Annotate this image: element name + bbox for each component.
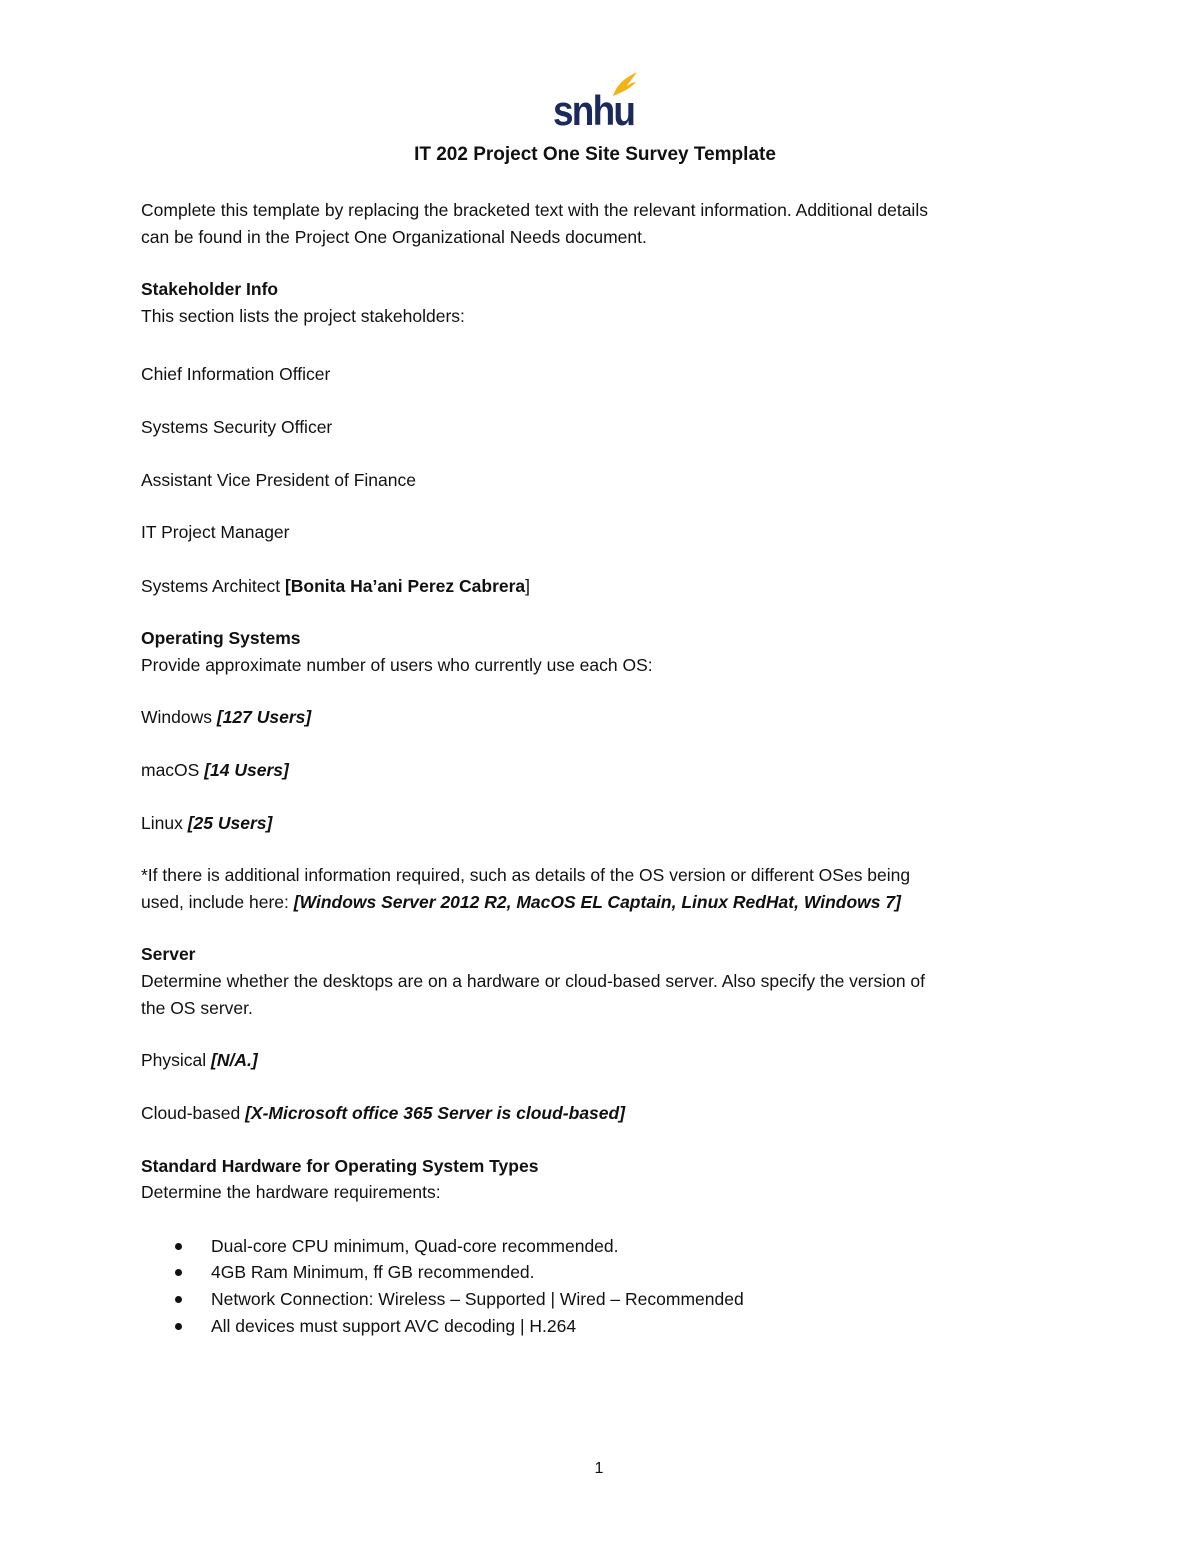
list-item-text: All devices must support AVC decoding | H.264 [211, 1316, 577, 1336]
server-description-line-1: Determine whether the desktops are on a hardware or cloud-based server. Also specify the version of [141, 971, 926, 991]
os-windows [141, 706, 311, 728]
cloud-label: Cloud-based [141, 1103, 241, 1123]
os-macos [141, 759, 289, 781]
windows-users: [127 Users] [216, 707, 312, 727]
stakeholder-heading: Stakeholder Info [141, 279, 279, 299]
server-physical [141, 1049, 258, 1071]
server-heading: Server [141, 944, 196, 964]
os-additional-line-1: *If there is additional information required, such as details of the OS version or different OSes being [141, 865, 911, 885]
linux-users: [25 Users] [187, 813, 273, 833]
os-additional-line-2 [141, 891, 901, 913]
list-item-text: Dual-core CPU minimum, Quad-core recommended. [211, 1236, 619, 1256]
list-item-text: 4GB Ram Minimum, ff GB recommended. [211, 1262, 535, 1282]
hardware-description: Determine the hardware requirements: [141, 1182, 441, 1202]
os-heading: Operating Systems [141, 628, 301, 648]
windows-label: Windows [141, 707, 212, 727]
logo-text: snhu [553, 87, 635, 134]
os-linux [141, 812, 272, 834]
macos-label: macOS [141, 760, 200, 780]
stakeholder-cio: Chief Information Officer [141, 364, 331, 384]
bullet-icon [175, 1269, 182, 1276]
stakeholder-sso: Systems Security Officer [141, 417, 333, 437]
stakeholder-architect [141, 575, 530, 597]
physical-value: [N/A.] [211, 1050, 258, 1070]
os-additional-prefix: used, include here: [141, 892, 289, 912]
architect-label: Systems Architect [141, 576, 281, 596]
architect-close-bracket: ] [525, 576, 531, 596]
list-item [0, 1261, 1100, 1283]
bullet-icon [175, 1243, 182, 1250]
snhu-logo [553, 70, 643, 134]
list-item [0, 1288, 1100, 1310]
list-item [0, 1315, 1100, 1337]
os-description: Provide approximate number of users who currently use each OS: [141, 655, 653, 675]
intro-line-1: Complete this template by replacing the bracketed text with the relevant information. Additional details [141, 200, 928, 220]
stakeholder-avp: Assistant Vice President of Finance [141, 470, 416, 490]
architect-name: Bonita Ha’ani Perez Cabrera [290, 576, 526, 596]
cloud-value: [X-Microsoft office 365 Server is cloud-based] [245, 1103, 626, 1123]
list-item [0, 1235, 1100, 1257]
architect-open-bracket: [ [284, 576, 291, 596]
page-number: 1 [594, 1460, 604, 1477]
server-cloud [141, 1102, 625, 1124]
macos-users: [14 Users] [204, 760, 289, 780]
bullet-icon [175, 1323, 182, 1330]
physical-label: Physical [141, 1050, 207, 1070]
hardware-heading: Standard Hardware for Operating System Types [141, 1156, 539, 1176]
page-title: IT 202 Project One Site Survey Template [414, 144, 776, 165]
stakeholder-description: This section lists the project stakeholders: [141, 306, 465, 326]
intro-line-2: can be found in the Project One Organizational Needs document. [141, 227, 647, 247]
list-item-text: Network Connection: Wireless – Supported | Wired – Recommended [211, 1289, 744, 1309]
stakeholder-pm: IT Project Manager [141, 522, 290, 542]
bullet-icon [175, 1296, 182, 1303]
linux-label: Linux [141, 813, 183, 833]
server-description-line-2: the OS server. [141, 998, 253, 1018]
os-additional-value: [Windows Server 2012 R2, MacOS EL Captain, Linux RedHat, Windows 7] [293, 892, 901, 912]
